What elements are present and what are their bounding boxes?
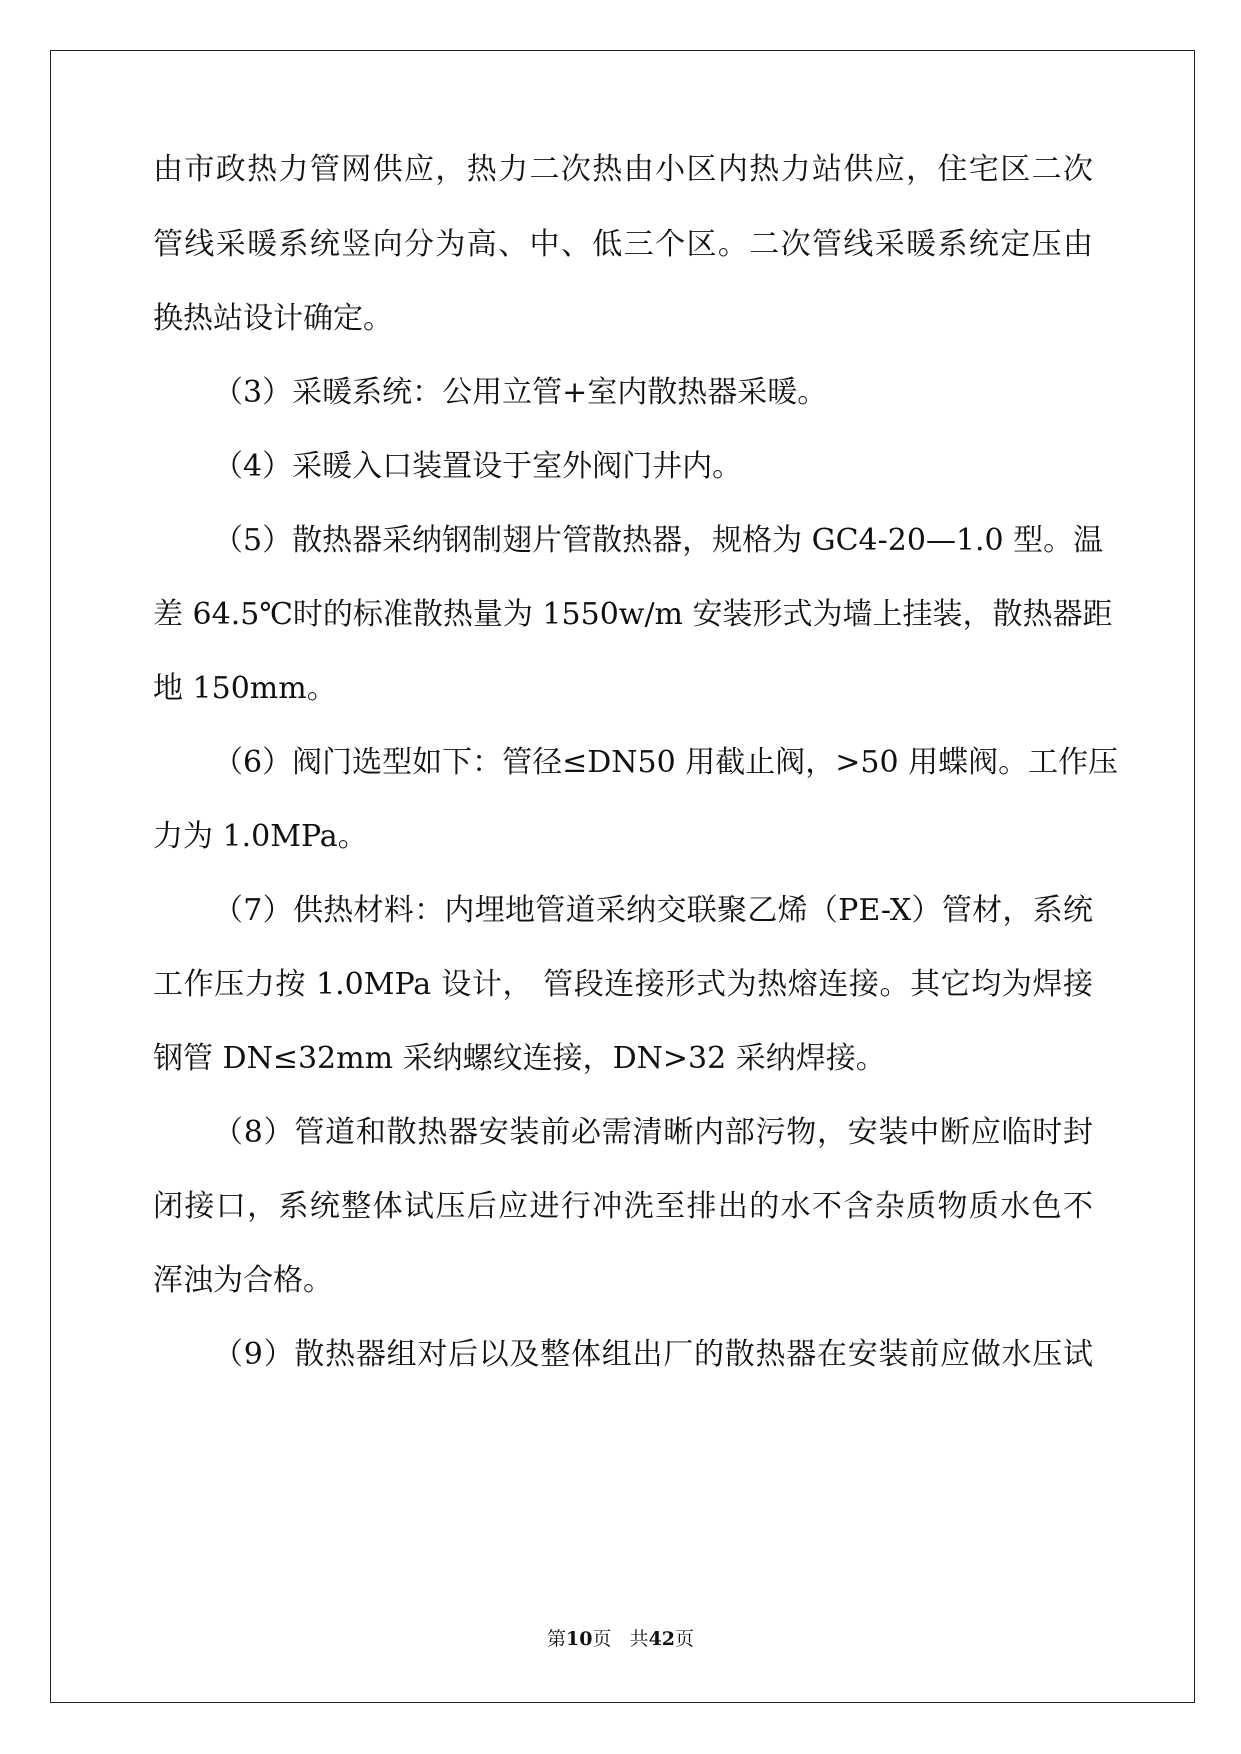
footer-total-pages: 42 bbox=[648, 1628, 676, 1650]
body-line-13: 钢管 DN≤32mm 采纳螺纹连接，DN>32 采纳焊接。 bbox=[153, 1041, 886, 1076]
body-line-12: 工作压力按 1.0MPa 设计， 管段连接形式为热熔连接。其它均为焊接 bbox=[153, 967, 1093, 1002]
body-line-6: （5）散热器采纳钢制翅片管散热器，规格为 GC4-20—1.0 型。温 bbox=[213, 523, 1104, 558]
body-line-11: （7）供热材料：内埋地管道采纳交联聚乙烯（PE-X）管材，系统 bbox=[213, 893, 1093, 928]
body-line-3: 换热站设计确定。 bbox=[153, 301, 393, 336]
body-line-2: 管线采暖系统竖向分为高、中、低三个区。二次管线采暖系统定压由 bbox=[153, 227, 1093, 262]
body-line-7: 差 64.5℃时的标准散热量为 1550w/m 安装形式为墙上挂装，散热器距 bbox=[153, 597, 1113, 632]
body-line-14: （8）管道和散热器安装前必需清晰内部污物，安装中断应临时封 bbox=[213, 1115, 1093, 1150]
body-line-9: （6）阀门选型如下：管径≤DN50 用截止阀，>50 用蝶阀。工作压 bbox=[213, 745, 1119, 780]
body-line-5: （4）采暖入口装置设于室外阀门井内。 bbox=[213, 449, 743, 484]
footer-middle: 页 共 bbox=[592, 1628, 649, 1650]
body-line-8: 地 150mm。 bbox=[153, 671, 337, 706]
page-border bbox=[50, 50, 1195, 1703]
body-line-15: 闭接口，系统整体试压后应进行冲洗至排出的水不含杂质物质水色不 bbox=[153, 1189, 1093, 1224]
page-footer bbox=[0, 1624, 1241, 1651]
body-line-17: （9）散热器组对后以及整体组出厂的散热器在安装前应做水压试 bbox=[213, 1337, 1093, 1372]
body-line-10: 力为 1.0MPa。 bbox=[153, 819, 368, 854]
body-line-4: （3）采暖系统：公用立管+室内散热器采暖。 bbox=[213, 375, 828, 410]
footer-suffix: 页 bbox=[675, 1628, 695, 1650]
footer-prefix: 第 bbox=[546, 1628, 566, 1650]
body-line-1: 由市政热力管网供应，热力二次热由小区内热力站供应，住宅区二次 bbox=[153, 152, 1093, 187]
footer-page-number: 10 bbox=[565, 1628, 593, 1650]
body-line-16: 浑浊为合格。 bbox=[153, 1263, 333, 1298]
